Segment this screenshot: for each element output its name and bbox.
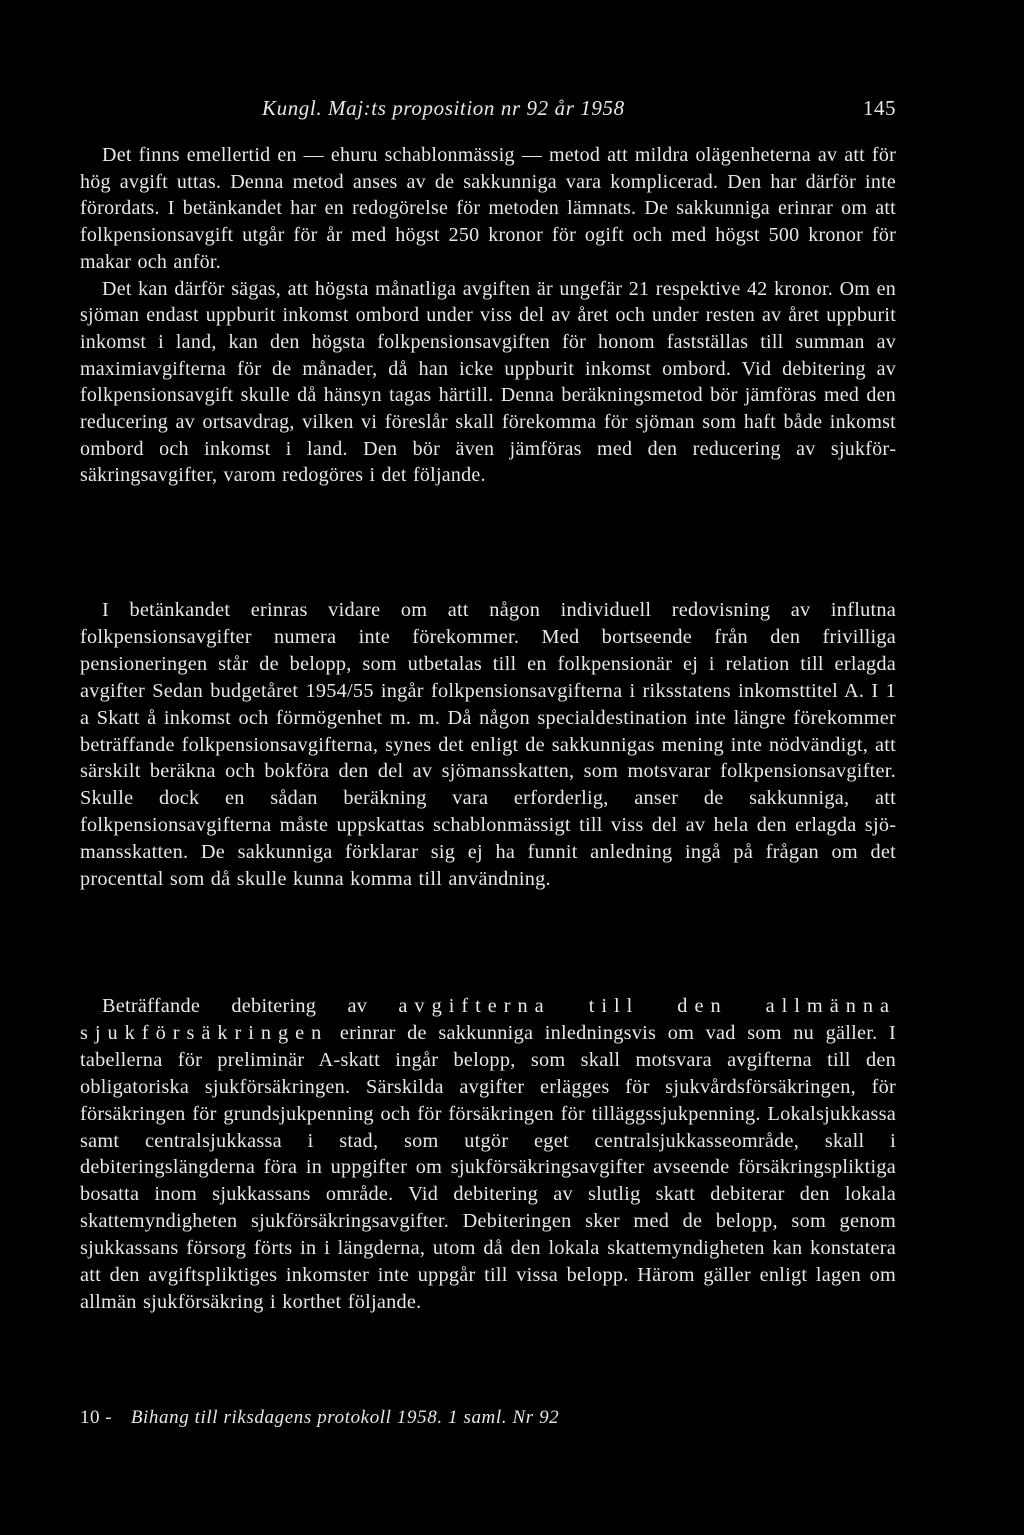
paragraph-4-emphasis: avgifterna till den allmänna sjukförsäkringen	[80, 995, 896, 1044]
paragraph-4	[80, 993, 896, 1316]
section-schablon-method	[80, 142, 896, 489]
paragraph-2: Det kan därför sägas, att högsta månatliga avgiften är ungefär 21 respektive 42 kronor. Om en sjöman endast uppburit inkomst ombord under viss del av året och under resten av året uppburit inkomst i land, kan den högsta folkpensionsavgiften för honom fastställas till summan av maximiavgifterna för de månader, då han icke uppburit inkomst ombord. Vid debitering av folkpensionsavgift skulle då hänsyn tagas härtill. Denna beräkningsmetod bör jämföras med den reducering av ortsavdrag, vilken vi föreslår skall förekomma för sjöman som haft både inkomst ombord och inkomst i land. Den bör även jämföras med den reducering av sjukförsäkringsavgifter, varom redogöres i det följande.	[80, 277, 896, 487]
section-sickness-insurance	[80, 993, 896, 1316]
running-title: Kungl. Maj:ts proposition nr 92 år 1958	[262, 96, 625, 120]
paragraph-4-lead: Beträffande debitering av	[102, 995, 399, 1017]
paragraph-4-rest: erinrar de sakkunniga inledningsvis om vad som nu gäller. I tabellerna för preliminär A-skatt ingår belopp, som skall motsvara avgifterna till den obligatoriska sjukförsäkringen. Särskilda avgifter erlägges för sjukvårdsförsäkringen, för försäkringen för grundsjukpenning och för försäkringen för tilläggssjukpenning. Lokalsjukkassa samt centralsjukkassa i stad, som utgör eget centralsjukkasseområde, skall i debiteringslängderna föra in uppgifter om sjukförsäkringsavgifter avseende försäkringspliktiga bosatta inom sjukkassans område. Vid debitering av slutlig skatt debiterar den lokala skattemyndigheten sjukförsäkringsavgifter. Debiteringen sker med de belopp, som genom sjukkassans försorg förts in i längderna, utom då den lokala skattemyndigheten kan konstatera att den avgiftspliktiges inkomster inte uppgår till vissa belopp. Härom gäller enligt lagen om allmän sjukförsäkring i korthet följande.	[80, 1021, 896, 1313]
page-header	[80, 96, 896, 130]
signature-mark: 10 -	[80, 1407, 113, 1428]
paragraph-1: Det finns emellertid en — ehuru schablonmässig — metod att mildra olägenheterna av att för hög avgift uttas. Denna metod anses av de sakkunniga vara komplicerad. Den har därför inte förordats. I betänkandet har en redogörelse för metoden lämnats. De sakkunniga erinrar om att folkpensionsavgift utgår för år med högst 250 kronor för ogift och med högst 500 kronor för makar och anför.	[80, 144, 896, 273]
paragraph-3: I betänkandet erinras vidare om att någon individuell redovisning av influtna folkpensionsavgifter numera inte förekommer. Med bortseende från den frivilliga pensioneringen står de belopp, som utbetalas till en folkpensionär ej i relation till erlagda avgifter Sedan budgetåret 1954/55 ingår folkpensionsavgifterna i riksstatens inkomsttitel A. I 1 a Skatt å inkomst och förmögenhet m. m. Då någon specialdestination inte längre förekommer beträffande folkpensionsavgifterna, synes det enligt de sakkunnigas mening inte nödvändigt, att särskilt beräkna och bokföra den del av sjömansskatten, som motsvarar folkpensionsavgifter. Skulle dock en sådan beräkning vara erforderlig, anser de sakkunniga, att folkpensionsavgifterna måste uppskattas schablonmässigt till viss del av hela den erlagda sjömansskatten. De sakkunniga förklarar sig ej ha funnit anledning ingå på frågan om det procenttal som då skulle kunna komma till användning.	[80, 599, 896, 891]
section-folkpension-accounting	[80, 597, 896, 893]
page-number: 145	[863, 96, 896, 120]
footer-title: Bihang till riksdagens protokoll 1958. 1 saml. Nr 92	[130, 1407, 560, 1428]
page-footer	[80, 1407, 896, 1429]
